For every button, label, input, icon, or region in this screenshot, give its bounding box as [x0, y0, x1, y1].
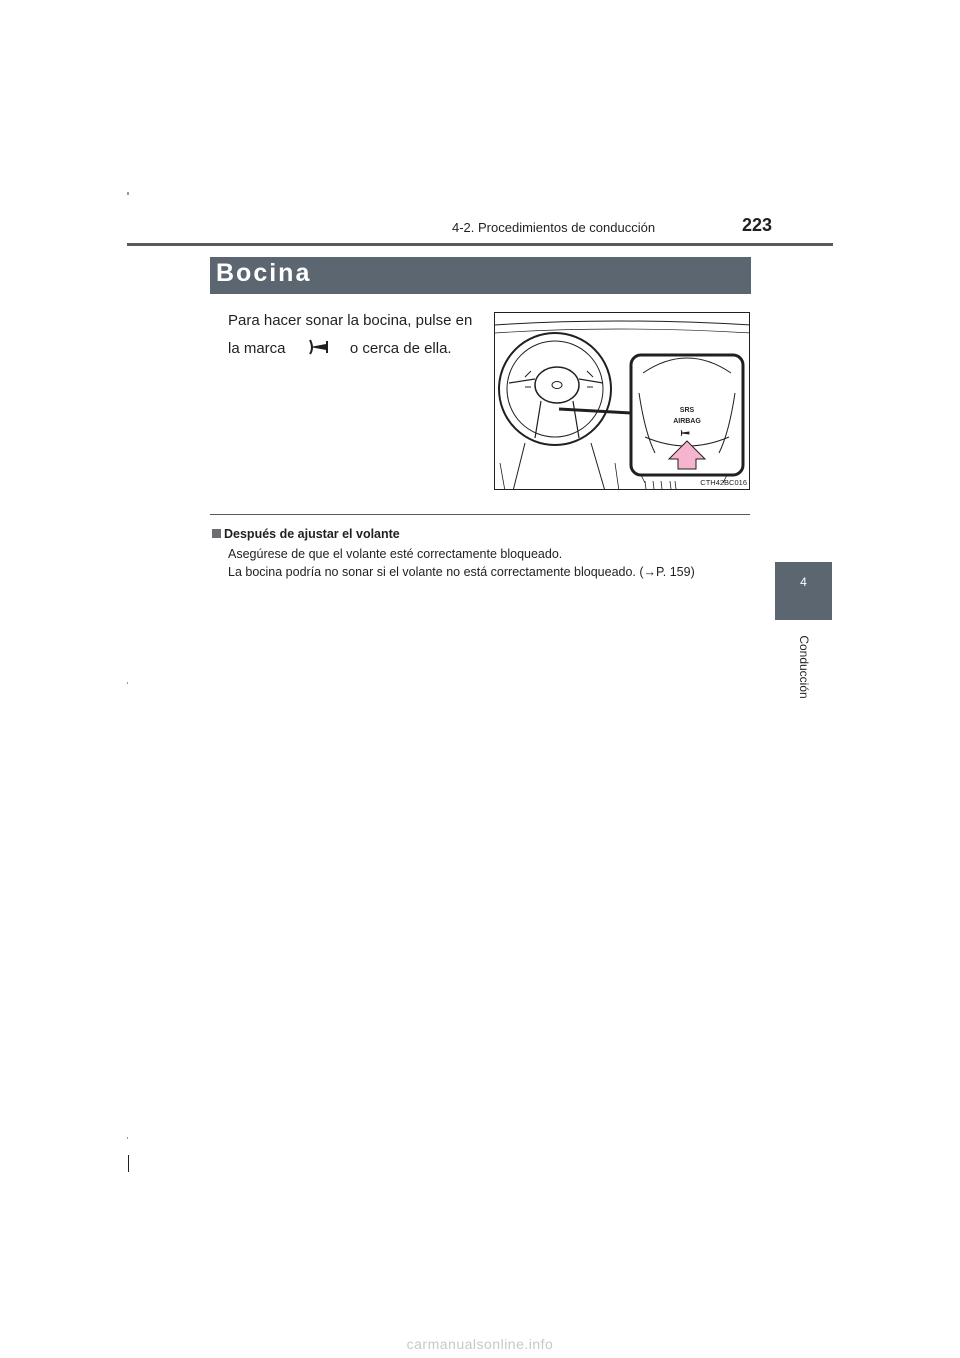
- section-rule: [210, 514, 750, 515]
- chapter-number: 4: [800, 575, 807, 589]
- note-line-2: La bocina podría no sonar si el volante no está correctamente bloqueado. (→P. 159): [228, 565, 695, 579]
- crop-mark: [127, 682, 128, 684]
- watermark: carmanualsonline.info: [406, 1336, 554, 1352]
- intro-pre: la marca: [228, 340, 286, 357]
- note-line-1: Asegúrese de que el volante esté correctamente bloqueado.: [228, 547, 563, 561]
- crop-mark: [127, 192, 129, 195]
- page-title: Bocina: [216, 259, 312, 287]
- bullet-square-icon: [212, 529, 221, 538]
- intro-line-1: Para hacer sonar la bocina, pulse en: [228, 312, 473, 329]
- horn-icon: [290, 337, 346, 355]
- figure-code: CTH42BC016: [700, 478, 747, 487]
- intro-line-2: [228, 337, 452, 358]
- chapter-label: Conducción: [797, 635, 811, 699]
- steering-wheel-illustration: [494, 312, 750, 490]
- crop-mark: [127, 1137, 128, 1139]
- crop-mark: [128, 1155, 129, 1172]
- chapter-tab: [775, 562, 832, 620]
- intro-post: o cerca de ella.: [349, 340, 452, 357]
- arrow-icon: →: [643, 565, 657, 579]
- page-number: 223: [742, 215, 773, 235]
- note-heading: Después de ajustar el volante: [212, 527, 400, 541]
- badge-srs: SRS: [679, 407, 695, 414]
- header-rule: [127, 243, 833, 246]
- section-label: 4-2. Procedimientos de conducción: [452, 220, 656, 235]
- badge-airbag: AIRBAG: [673, 418, 701, 425]
